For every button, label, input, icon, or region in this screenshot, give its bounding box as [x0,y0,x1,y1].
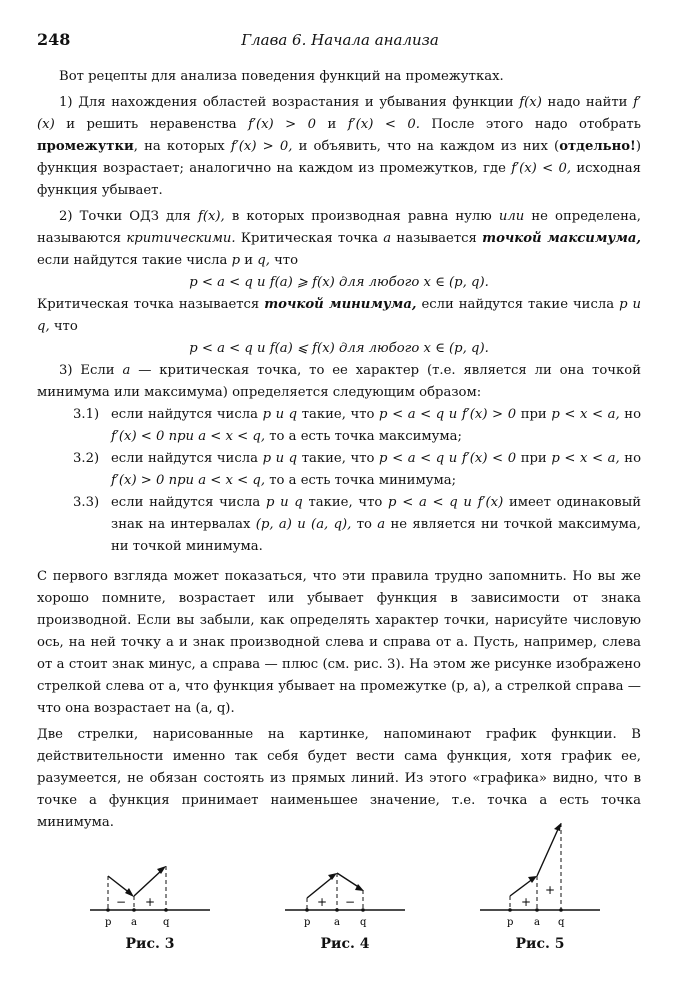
figure-5 [480,818,600,958]
rule-1: 1) Для нахождения областей возрастания и убывания функции f(x) надо найти f′(x) и решить неравенства f′(x) > 0 и f′(x) < 0. После этого надо отобрать промежутки, на которых f′(x) > 0, и объявить, что на каждом из них (отдельно!) функция возрастает; аналогично на каждом из промежутков, где f′(x) < 0, исходная функция убывает. [37,95,642,198]
term-maximum: точкой максимума, [482,231,641,246]
paragraph-mnemonic: С первого взгляда может показаться, что эти правила трудно запомнить. Но вы же хорошо помните, возрастает или убывает функция в зависимости от знака производной. Если вы забыли, как определять характер точки, нарисуйте числовую ось, на ней точку a и знак производной слева и справа от a. Пусть, например, слева от a стоит знак минус, а справа — плюс (см. рис. 3). На этом же рисунке изображено стрелкой слева от a, что функция убывает на промежутке (p, a), а стрелкой справа — что она возрастает на (a, q). [37,569,641,716]
bold-term-intervals: промежутки [37,139,134,154]
paragraph-arrows: Две стрелки, нарисованные на картинке, напоминают график функции. В действительности именно так себя будет вести сама функция, хотя график ее, разумеется, не обязан состоять из прямых линий. Из этого «графика» видно, что в точке a функция принимает наименьшее значение, т.е. точка a есть точка минимума. [37,727,641,830]
figure-3-diagram [90,818,210,930]
minimum-definition: Критическая точка называется точкой минимума, если найдутся такие числа p и q, что [37,297,641,334]
rule-3-1: 3.1) если найдутся числа p и q такие, что p < a < q и f′(x) > 0 при p < x < a, но f′(x) < 0 при a < x < q, то a есть точка максимума; [73,407,642,444]
figures-row [0,818,680,968]
formula-maximum: p < a < q и f(a) ⩾ f(x) для любого x ∈ (p, q). [189,275,489,290]
rule-3-3: 3.3) если найдутся числа p и q такие, что p < a < q и f′(x) имеет одинаковый знак на интервалах (p, a) и (a, q), то a не является ни точкой максимума, ни точкой минимума. [73,495,642,554]
figure-3-label-q: q [163,917,170,928]
figure-5-sign-right: + [545,883,556,897]
formula-minimum: p < a < q и f(a) ⩽ f(x) для любого x ∈ (p, q). [189,341,489,356]
figure-3-sign-right: + [145,895,156,909]
figure-5-sign-left: + [521,895,532,909]
figure-4-caption: Рис. 4 [320,936,370,952]
page-number: 248 [37,30,71,49]
figure-3-label-a: a [131,917,137,928]
figure-5-label-a: a [534,917,540,928]
figure-4-sign-right: − [345,895,356,909]
figure-5-label-p: p [507,917,514,928]
rule-3-2: 3.2) если найдутся числа p и q такие, что p < a < q и f′(x) < 0 при p < x < a, но f′(x) > 0 при a < x < q, то a есть точка минимума; [73,451,642,488]
figure-3-sign-left: − [116,895,127,909]
term-critical: критическими. [126,231,236,246]
figure-5-label-q: q [558,917,565,928]
figure-3-label-p: p [105,917,112,928]
bold-term-separately: отдельно! [559,139,636,154]
figure-4-label-a: a [334,917,340,928]
page-header [37,30,643,50]
figure-5-caption: Рис. 5 [515,936,565,952]
rule-2: 2) Точки ОДЗ для f(x), в которых производная равна нулю или не определена, называются критическими. Критическая точка a называется точкой максимума, если найдутся такие числа p и q, что [37,209,641,268]
running-head: Глава 6. Начала анализа [241,31,439,49]
figure-3-caption: Рис. 3 [125,936,175,952]
rule-3: 3) Если a — критическая точка, то ее характер (т.е. является ли она точкой минимума или максимума) определяется следующим образом: [37,363,641,400]
figure-4 [285,818,405,958]
figure-4-diagram [285,818,405,930]
intro-paragraph: Вот рецепты для анализа поведения функций на промежутках. [59,69,504,84]
figure-4-label-p: p [304,917,311,928]
term-minimum: точкой минимума, [264,297,417,312]
figure-4-sign-left: + [317,895,328,909]
figure-3 [90,818,210,958]
figure-4-label-q: q [360,917,367,928]
figure-5-diagram [480,818,600,930]
main-text [37,66,641,834]
